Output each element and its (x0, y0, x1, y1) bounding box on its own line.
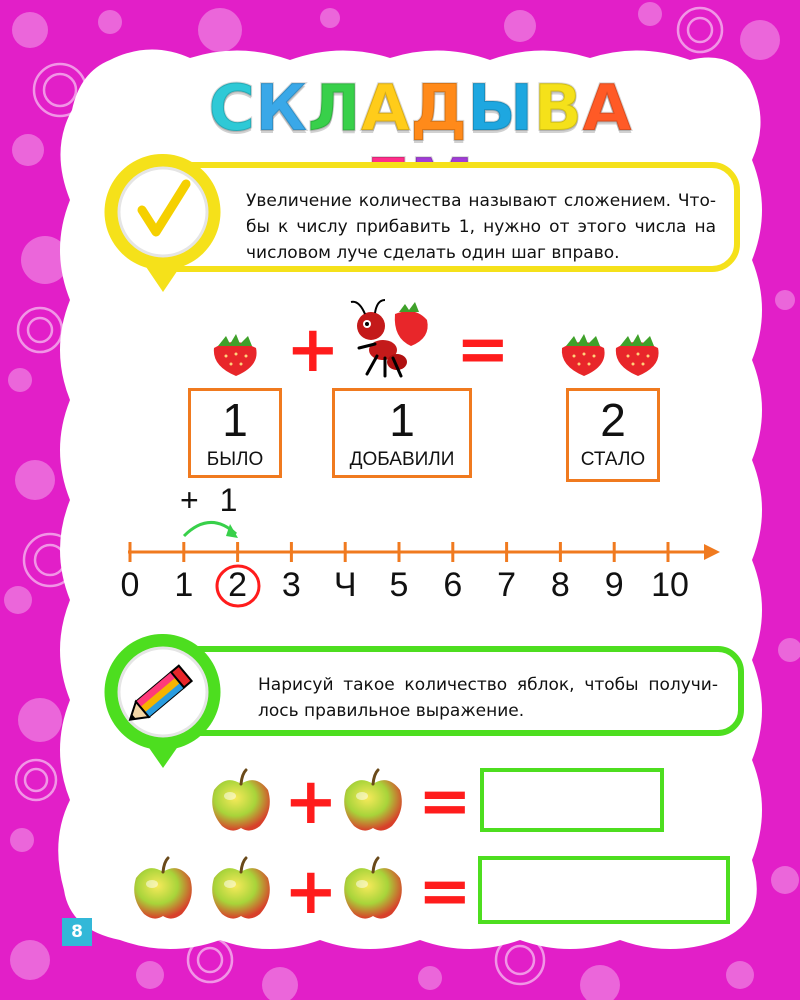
equals-sign: = (456, 313, 510, 387)
tick-label: 3 (281, 566, 301, 604)
plus-sign: + (286, 313, 340, 387)
box-became-number: 2 (600, 394, 626, 446)
tick-label: 6 (443, 566, 463, 604)
page-number: 8 (62, 918, 92, 946)
tick-label: 0 (120, 566, 140, 604)
apple-icon (340, 768, 406, 834)
title-letter: А (582, 72, 632, 146)
answer-box-1[interactable] (480, 768, 664, 832)
tick-label: 7 (497, 566, 517, 604)
tick-label: 1 (174, 566, 194, 604)
tick-label: 10 (651, 566, 689, 604)
strawberry-icon (554, 330, 610, 378)
title-letter: В (533, 72, 583, 146)
box-added-number: 1 (389, 394, 415, 446)
pencil-badge (98, 630, 228, 770)
task-box (150, 646, 744, 736)
ant-icon (345, 296, 435, 378)
info-box (150, 162, 740, 272)
apple-icon (208, 856, 274, 922)
tick-label: Ч (333, 566, 357, 604)
box-was (188, 388, 282, 478)
info-text: Увеличение количества называют сложением. Что-бы к числу прибавить 1, нужно от этого числа на числовом луче сделать один шаг вправо. (246, 191, 716, 263)
tick-label: 5 (389, 566, 409, 604)
circle-highlight (214, 563, 262, 609)
apple-icon (340, 856, 406, 922)
title-letter: Д (410, 72, 468, 146)
equals-sign: = (418, 855, 472, 929)
apple-icon (208, 768, 274, 834)
box-was-label: БЫЛО (206, 449, 264, 470)
step-label: + 1 (180, 482, 244, 518)
title-letter: Ы (467, 72, 534, 146)
tick-label: 8 (550, 566, 570, 604)
answer-box-2[interactable] (478, 856, 730, 924)
box-added-label: ДОБАВИЛИ (349, 449, 455, 470)
title-letter: С (208, 72, 256, 146)
title-letter: А (360, 72, 411, 146)
plus-sign: + (284, 855, 338, 929)
equals-sign: = (418, 765, 472, 839)
tick-label: 9 (604, 566, 624, 604)
box-was-number: 1 (222, 394, 248, 446)
checkmark-badge (98, 150, 228, 295)
strawberry-icon (608, 330, 664, 378)
title-letter: Л (307, 72, 361, 146)
box-became-label: СТАЛО (580, 449, 646, 470)
box-added (332, 388, 472, 478)
title-letter: К (255, 72, 308, 146)
box-became (566, 388, 660, 482)
strawberry-icon (206, 330, 262, 378)
apple-icon (130, 856, 196, 922)
tick-label: 2 (228, 566, 248, 604)
task-text: Нарисуй такое количество яблок, чтобы получи-лось правильное выражение. (258, 675, 718, 721)
plus-sign: + (284, 765, 338, 839)
